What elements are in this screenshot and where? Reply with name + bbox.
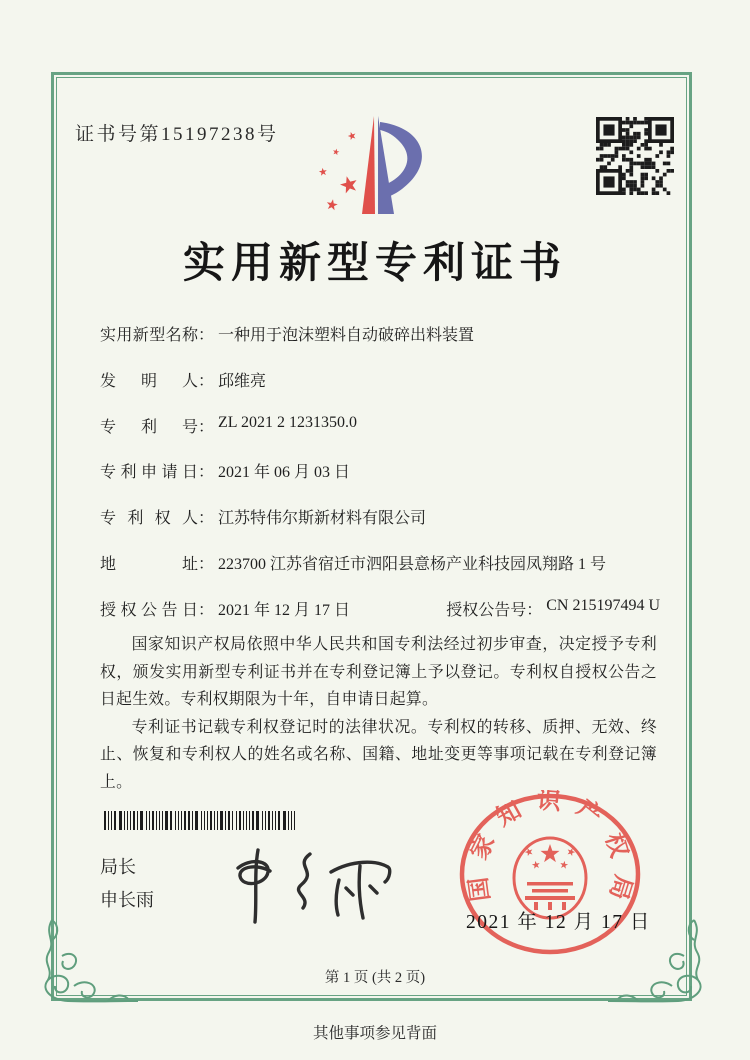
field-value: 223700 江苏省宿迁市泗阳县意杨产业科技园凤翔路 1 号 [218,556,607,573]
commissioner-signature [218,838,398,938]
seal-text: 国家知识产权局 [464,790,636,916]
barcode [104,811,301,836]
field-row-filing-date: 专利申请日 ： 2021 年 06 月 03 日 [100,459,660,482]
field-value: 一种用于泡沫塑料自动破碎出料装置 [218,327,475,344]
commissioner-name: 申长雨 [100,890,154,910]
field-row-address: 地址 ： 223700 江苏省宿迁市泗阳县意杨产业科技园凤翔路 1 号 [100,551,660,574]
field-row-grant-date: 授权公告日 ： 2021 年 12 月 17 日 授权公告号 ： CN 215197494 U [100,597,660,619]
legal-paragraph-2: 专利证书记载专利权登记时的法律状况。专利权的转移、质押、无效、终止、恢复和专利权人的姓名或名称、国籍、地址变更等事项记载在专利登记簿上。 [100,718,657,791]
certificate-number: 证书号第15197238号 [75,124,279,145]
legal-text [100,631,657,797]
field-value: CN 215197494 U [546,597,660,614]
field-row-patent-number: 专利号 ： ZL 2021 2 1231350.0 [100,414,357,436]
field-value: 邱维亮 [218,373,267,390]
corner-flourish-icon [22,916,140,1013]
page-number: 第 1 页 (共 2 页) [324,970,426,986]
field-row-inventor: 发明人 ： 邱维亮 [100,368,660,391]
field-label: 专利申请日 [100,464,198,481]
field-value: 2021 年 06 月 03 日 [218,464,351,481]
field-value: 2021 年 12 月 17 日 [218,602,351,619]
field-label: 授权公告日 [100,602,198,619]
commissioner-block [100,851,154,917]
field-grant-number: 授权公告号 ： CN 215197494 U [446,597,660,619]
qr-code [596,117,674,202]
cnipa-logo-icon [303,101,453,228]
commissioner-title: 局长 [100,857,136,877]
field-label: 地址 [100,556,198,573]
field-label: 专利权人 [100,510,198,527]
seal-date: 2021 年 12 月 17 日 [466,912,651,933]
field-value: 江苏特伟尔斯新材料有限公司 [218,510,427,527]
field-label: 授权公告号 [446,602,527,619]
field-label: 发明人 [100,373,198,390]
certificate-title: 实用新型专利证书 [182,241,567,287]
field-label: 专利号 [100,419,198,436]
field-row-utility-model-name: 实用新型名称 ： 一种用于泡沫塑料自动破碎出料装置 [100,322,660,345]
field-value: ZL 2021 2 1231350.0 [218,414,357,431]
field-label: 实用新型名称 [100,327,198,344]
back-side-note: 其他事项参见背面 [312,1025,437,1042]
field-row-patentee: 专利权人 ： 江苏特伟尔斯新材料有限公司 [100,505,660,528]
legal-paragraph-1: 国家知识产权局依照中华人民共和国专利法经过初步审查，决定授予专利权，颁发实用新型专利证书并在专利登记簿上予以登记。专利权自授权公告之日起生效。专利权期限为十年，自申请日起算。 [100,636,657,709]
